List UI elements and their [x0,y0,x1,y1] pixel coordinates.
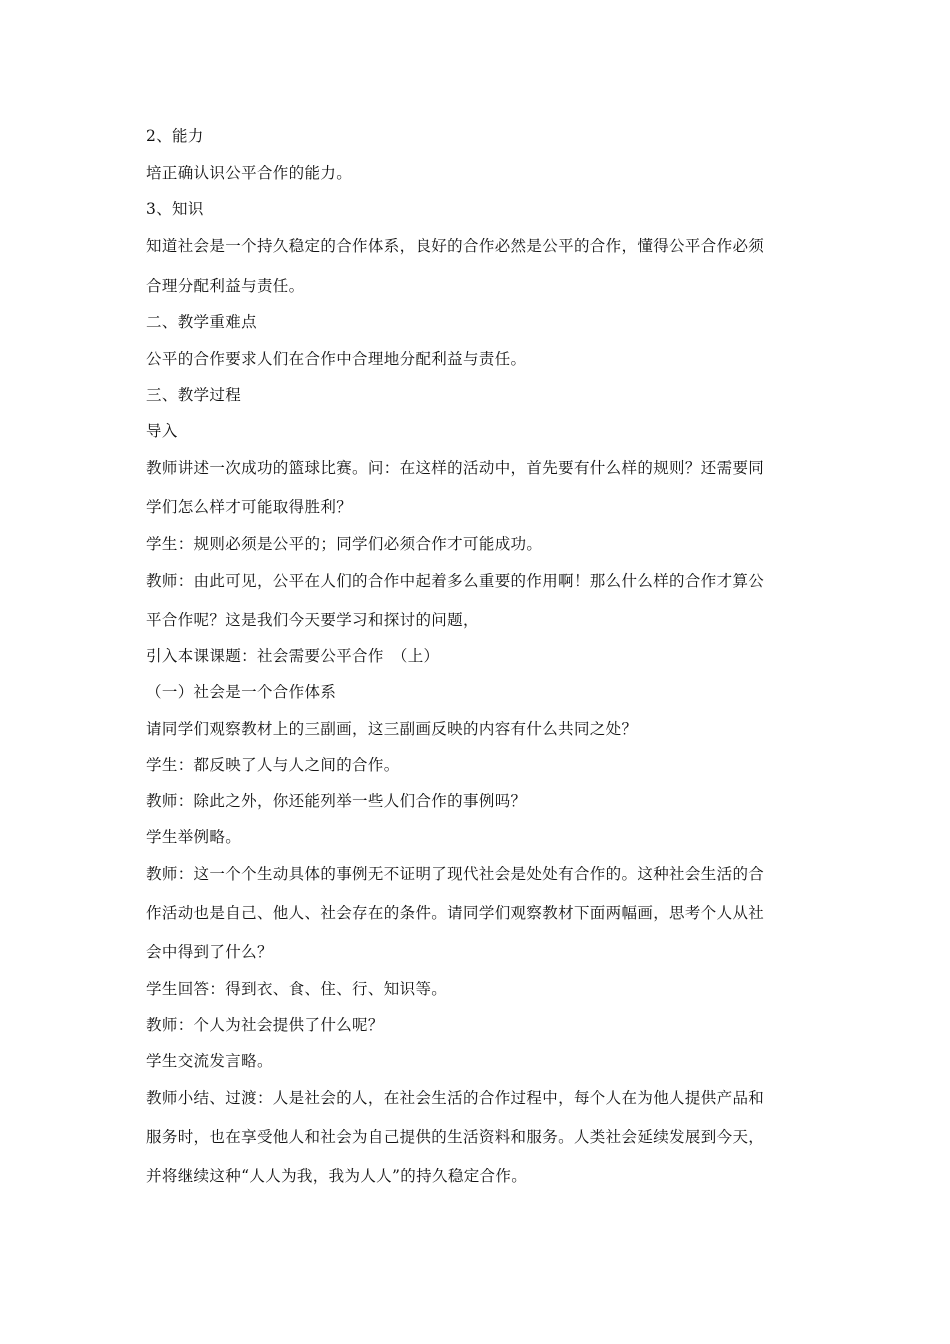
paragraph-line: 平合作呢？这是我们今天要学习和探讨的问题， [146,611,479,629]
paragraph-line: 教师：由此可见，公平在人们的合作中起着多么重要的作用啊！那么什么样的合作才算公 [146,572,765,590]
paragraph-line: 学生回答：得到衣、食、住、行、知识等。 [146,980,448,998]
paragraph-line: 学生：规则必须是公平的；同学们必须合作才可能成功。 [146,535,543,553]
paragraph-line: 学生：都反映了人与人之间的合作。 [146,756,400,774]
paragraph-line: 请同学们观察教材上的三副画，这三副画反映的内容有什么共同之处？ [146,720,638,738]
subsection-heading: （一）社会是一个合作体系 [146,683,337,701]
paragraph-line: 会中得到了什么？ [146,943,273,961]
paragraph-line: 教师：这一个个生动具体的事例无不证明了现代社会是处处有合作的。这种社会生活的合 [146,865,765,883]
paragraph-line: 教师：个人为社会提供了什么呢？ [146,1016,384,1034]
paragraph-line: 教师小结、过渡：人是社会的人，在社会生活的合作过程中，每个人在为他人提供产品和 [146,1089,765,1107]
paragraph-line: 作活动也是自己、他人、社会存在的条件。请同学们观察教材下面两幅画，思考个人从社 [146,904,765,922]
section-heading-key-points: 二、教学重难点 [146,313,257,331]
paragraph-line: 服务时，也在享受他人和社会为自己提供的生活资料和服务。人类社会延续发展到今天， [146,1128,765,1146]
paragraph-line: 并将继续这种“人人为我，我为人人”的持久稳定合作。 [146,1167,528,1185]
heading-knowledge: 3、知识 [146,200,204,218]
paragraph-line: 培正确认识公平合作的能力。 [146,164,353,182]
paragraph-line: 公平的合作要求人们在合作中合理地分配利益与责任。 [146,350,527,368]
paragraph-line: 教师讲述一次成功的篮球比赛。问：在这样的活动中，首先要有什么样的规则？还需要同 [146,459,765,477]
heading-ability: 2、能力 [146,127,204,145]
paragraph-line: 学生举例略。 [146,828,242,846]
paragraph-line: 引入本课课题：社会需要公平合作 （上） [146,647,440,665]
paragraph-line: 学生交流发言略。 [146,1052,273,1070]
subheading-intro: 导入 [146,422,178,440]
paragraph-line: 知道社会是一个持久稳定的合作体系，良好的合作必然是公平的合作，懂得公平合作必须 [146,237,765,255]
section-heading-process: 三、教学过程 [146,386,242,404]
paragraph-line: 学们怎么样才可能取得胜利？ [146,498,353,516]
paragraph-line: 教师：除此之外，你还能列举一些人们合作的事例吗？ [146,792,527,810]
paragraph-line: 合理分配利益与责任。 [146,277,305,295]
